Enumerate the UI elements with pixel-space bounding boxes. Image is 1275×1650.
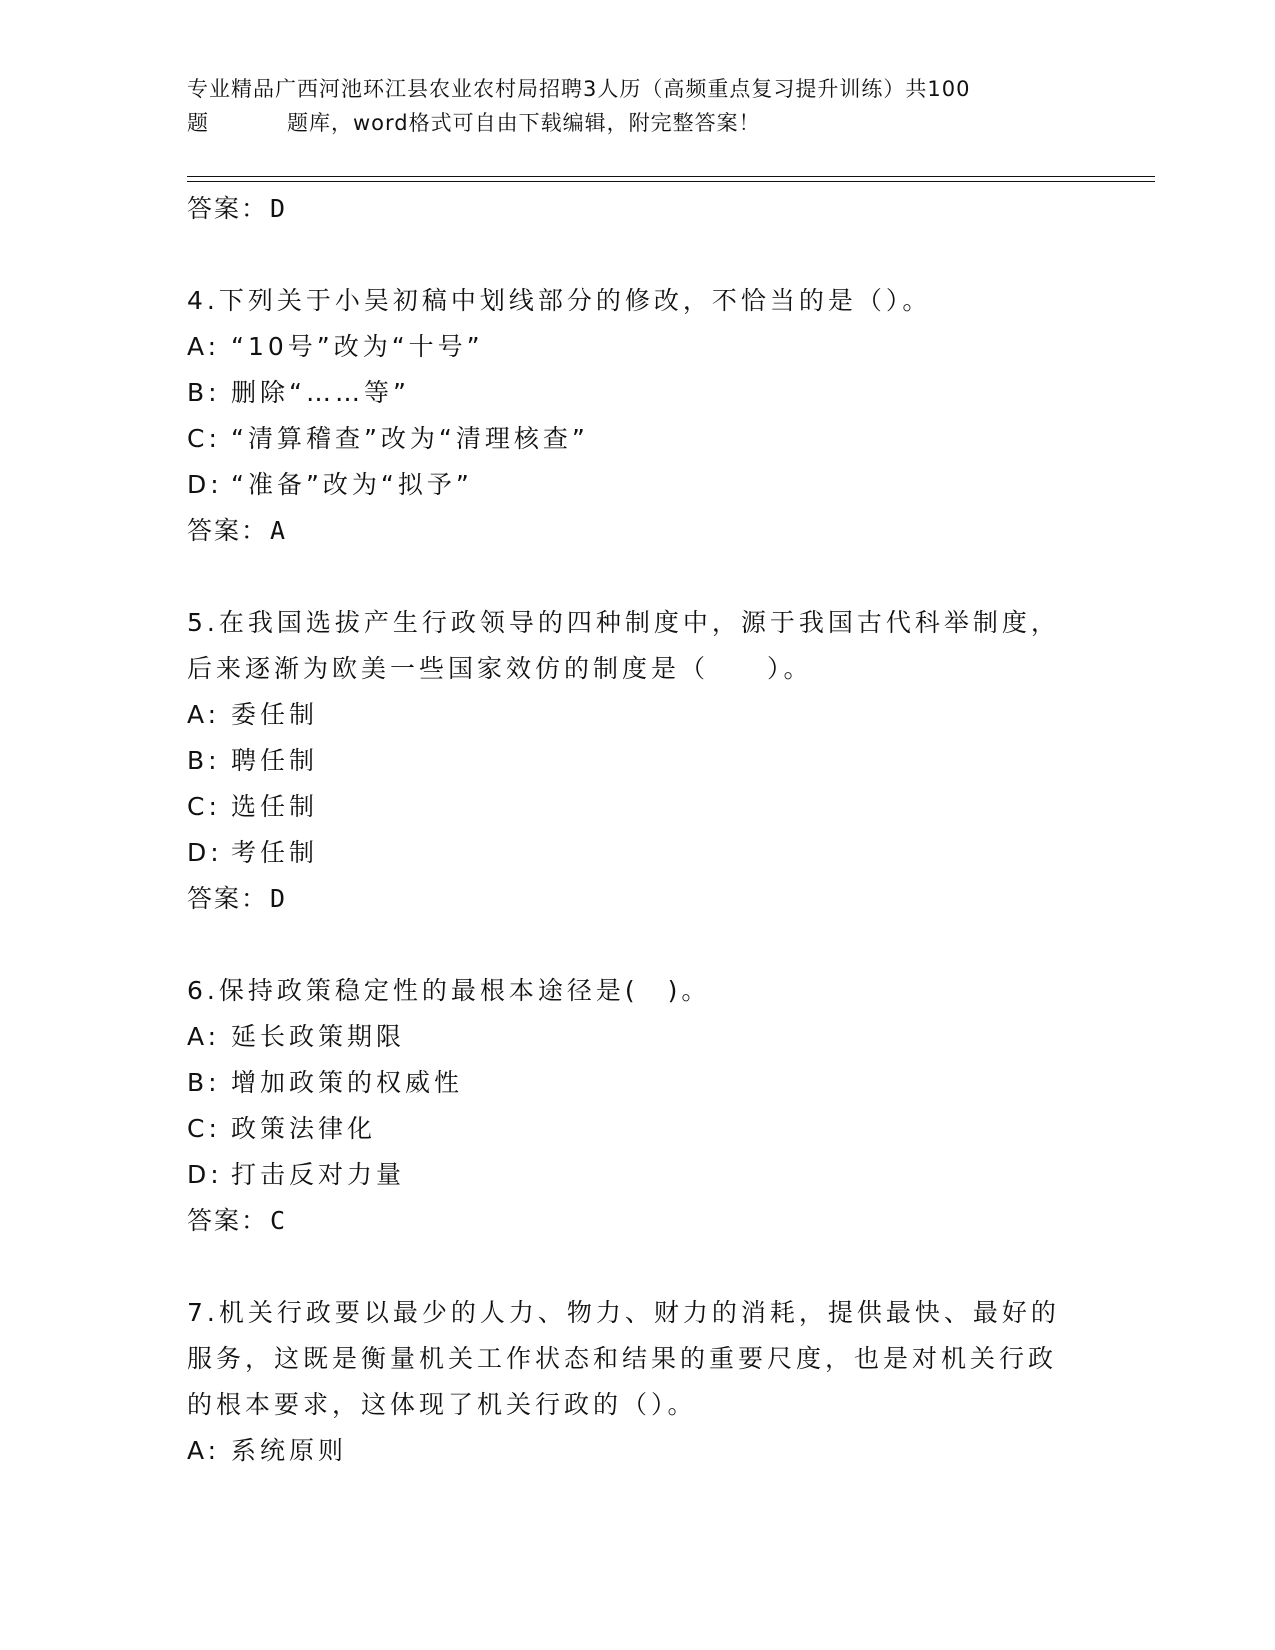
option-text: 政策法律化 [231, 1114, 377, 1143]
option-b [187, 370, 1087, 416]
option-d [187, 1152, 1087, 1198]
answer-label: 答案： [187, 194, 269, 223]
spacer [187, 1244, 1087, 1290]
option-text: 选任制 [231, 792, 319, 821]
header-title-lead: 题 [187, 111, 209, 135]
question-text: 的根本要求，这体现了机关行政的（）。 [187, 1390, 697, 1419]
option-text: “准备”改为“拟予” [231, 470, 473, 499]
option-c [187, 784, 1087, 830]
option-c [187, 1106, 1087, 1152]
option-d [187, 830, 1087, 876]
answer-value: A [270, 516, 288, 545]
option-letter: B: [187, 378, 221, 407]
option-text: 考任制 [231, 838, 319, 867]
header-title-line-1: 专业精品广西河池环江县农业农村局招聘3人历（高频重点复习提升训练）共100 [187, 77, 971, 101]
option-letter: D: [187, 1160, 223, 1189]
question-7 [187, 1290, 1087, 1474]
option-text: 系统原则 [231, 1436, 348, 1465]
option-text: “清算稽查”改为“清理核查” [231, 424, 589, 453]
option-letter: D: [187, 470, 223, 499]
answer-line [187, 876, 1087, 922]
answer-line [187, 186, 1087, 232]
option-letter: C: [187, 1114, 221, 1143]
question-text: 5.在我国选拔产生行政领导的四种制度中，源于我国古代科举制度， [187, 608, 1060, 637]
option-a [187, 324, 1087, 370]
option-letter: A: [187, 1022, 221, 1051]
document-body [187, 186, 1087, 1474]
option-text: 聘任制 [231, 746, 319, 775]
header-divider-top [187, 176, 1155, 177]
question-text: 服务，这既是衡量机关工作状态和结果的重要尺度，也是对机关行政 [187, 1344, 1058, 1373]
answer-label: 答案： [187, 884, 269, 913]
header-title-rest: 题库，word格式可自由下载编辑，附完整答案！ [287, 111, 761, 135]
option-a [187, 1014, 1087, 1060]
spacer [187, 922, 1087, 968]
answer-label: 答案： [187, 516, 269, 545]
option-b [187, 1060, 1087, 1106]
option-b [187, 738, 1087, 784]
answer-line [187, 1198, 1087, 1244]
spacer [187, 232, 1087, 278]
option-text: 删除“……等” [231, 378, 410, 407]
option-letter: A: [187, 1436, 221, 1465]
question-4 [187, 278, 1087, 554]
option-letter: B: [187, 1068, 221, 1097]
option-letter: C: [187, 792, 221, 821]
option-text: 委任制 [231, 700, 319, 729]
question-6 [187, 968, 1087, 1244]
answer-value: D [270, 194, 288, 223]
answer-line [187, 508, 1087, 554]
option-d [187, 462, 1087, 508]
question-text: 6.保持政策稳定性的最根本途径是( )。 [187, 976, 711, 1005]
answer-value: D [270, 884, 288, 913]
option-letter: A: [187, 700, 221, 729]
option-a [187, 692, 1087, 738]
option-letter: C: [187, 424, 221, 453]
option-text: 延长政策期限 [231, 1022, 406, 1051]
question-text: 后来逐渐为欧美一些国家效仿的制度是（ ）。 [187, 654, 813, 683]
option-text: 打击反对力量 [231, 1160, 406, 1189]
option-text: 增加政策的权威性 [231, 1068, 464, 1097]
option-letter: A: [187, 332, 221, 361]
question-text: 4.下列关于小吴初稿中划线部分的修改，不恰当的是（）。 [187, 286, 932, 315]
answer-label: 答案： [187, 1206, 269, 1235]
question-text: 7.机关行政要以最少的人力、物力、财力的消耗，提供最快、最好的 [187, 1298, 1060, 1327]
answer-value: C [270, 1206, 288, 1235]
option-text: “10号”改为“十号” [231, 332, 484, 361]
option-c [187, 416, 1087, 462]
option-letter: D: [187, 838, 223, 867]
header-title-line-2 [187, 106, 1087, 140]
option-a [187, 1428, 1087, 1474]
option-letter: B: [187, 746, 221, 775]
document-header [187, 72, 1087, 140]
header-divider-bottom [187, 181, 1155, 182]
question-5 [187, 600, 1087, 922]
spacer [187, 554, 1087, 600]
